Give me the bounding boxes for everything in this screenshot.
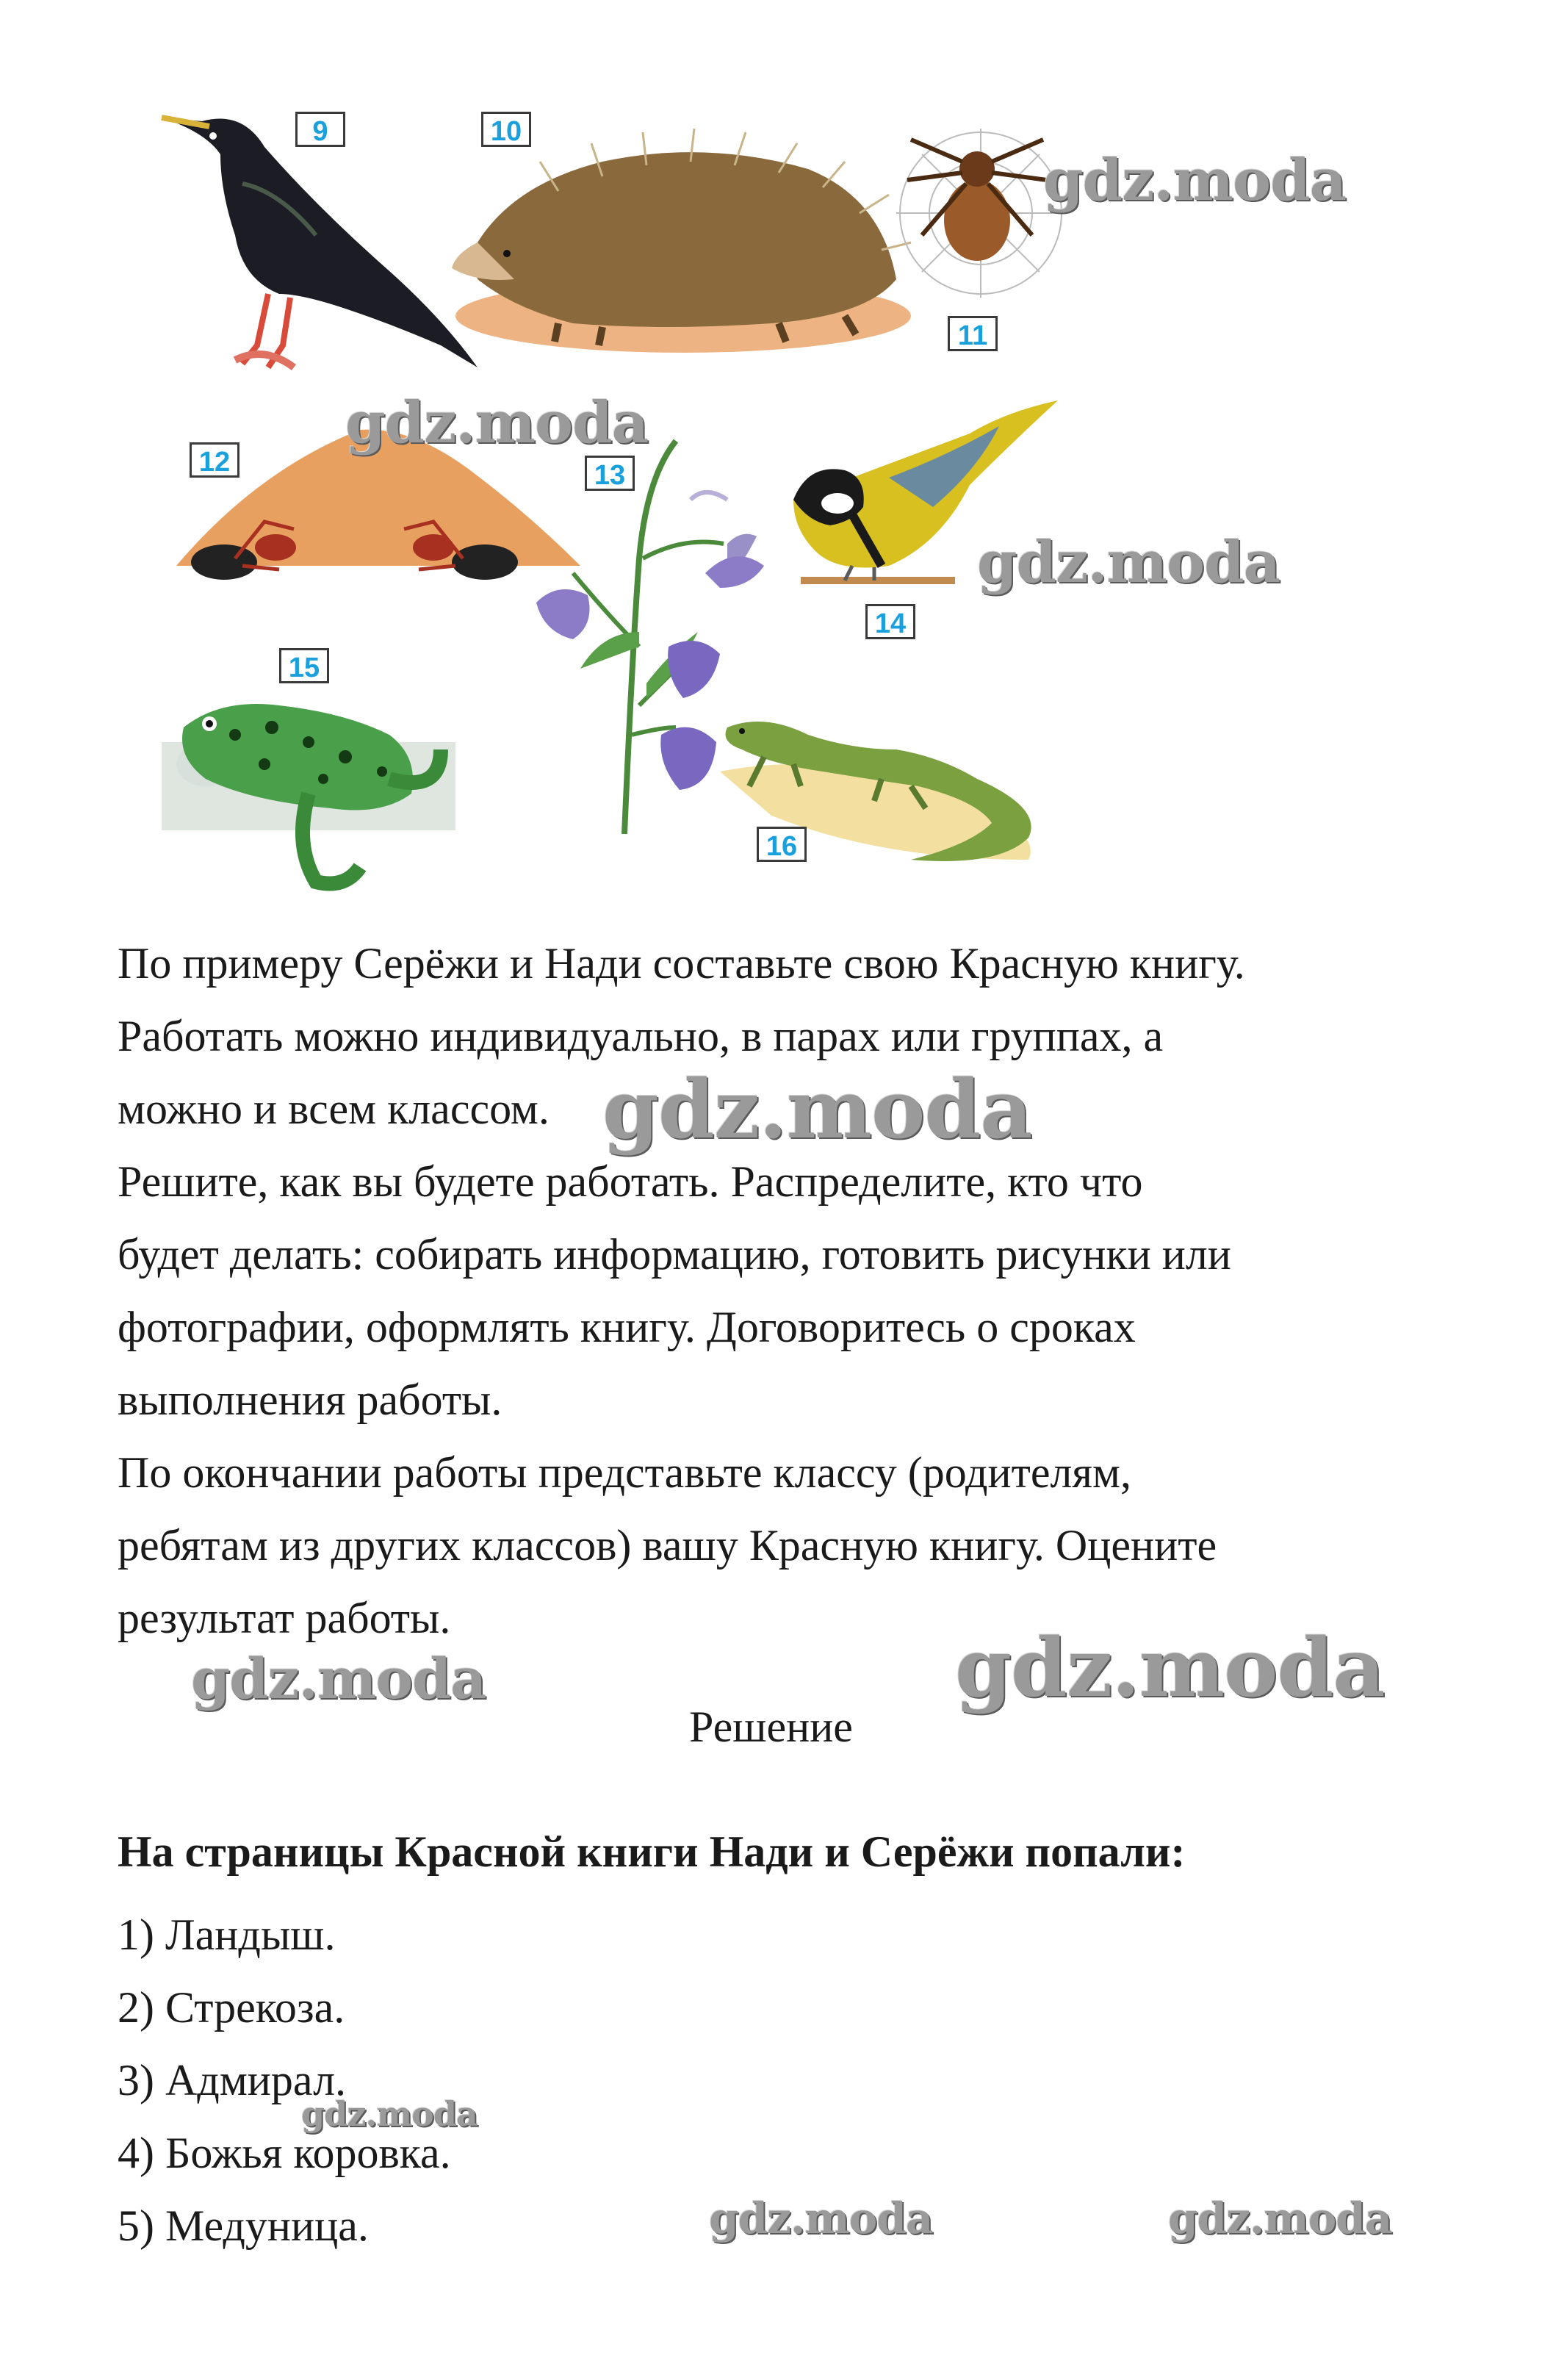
task-line: фотографии, оформлять книгу. Договоритесь о сроках — [118, 1303, 1136, 1351]
badge-9: 9 — [295, 112, 345, 147]
badge-15: 15 — [279, 648, 329, 683]
spider-illustration — [896, 129, 1065, 298]
badge-14: 14 — [865, 604, 915, 639]
solution-lead: На страницы Красной книги Нади и Серёжи попали: — [118, 1827, 1186, 1876]
list-item: 3) Адмирал. — [118, 2056, 347, 2104]
task-line: По примеру Серёжи и Нади составьте свою Красную книгу. — [118, 939, 1245, 988]
task-line: будет делать: собирать информацию, готовить рисунки или — [118, 1230, 1231, 1279]
watermark: gdz.moda — [301, 2094, 478, 2134]
task-line: Работать можно индивидуально, в парах или группах, а — [118, 1012, 1164, 1060]
task-line: ребятам из других классов) вашу Красную книгу. Оцените — [118, 1521, 1217, 1570]
watermark: gdz.moda — [977, 529, 1280, 596]
hedgehog-illustration — [452, 129, 911, 353]
task-line: результат работы. — [118, 1594, 451, 1642]
watermark: gdz.moda — [1168, 2193, 1392, 2243]
badge-16: 16 — [757, 827, 807, 862]
watermark: gdz.moda — [602, 1062, 1032, 1157]
watermark: gdz.moda — [955, 1620, 1385, 1715]
list-item: 2) Стрекоза. — [118, 1983, 345, 2032]
watermark: gdz.moda — [191, 1646, 486, 1711]
watermark: gdz.moda — [345, 389, 649, 456]
task-text — [118, 927, 1440, 1655]
badge-11: 11 — [948, 316, 998, 351]
watermark: gdz.moda — [709, 2193, 933, 2243]
task-line: выполнения работы. — [118, 1376, 502, 1424]
task-line: Решите, как вы будете работать. Распределите, кто что — [118, 1157, 1143, 1206]
starling-illustration — [162, 118, 478, 367]
list-item: 1) Ландыш. — [118, 1910, 336, 1959]
great-tit-illustration — [793, 400, 1058, 580]
watermark: gdz.moda — [1043, 147, 1347, 214]
frog-illustration — [162, 704, 455, 884]
task-line: По окончании работы представьте классу (родителям, — [118, 1448, 1131, 1497]
list-item: 5) Медуница. — [118, 2201, 369, 2250]
badge-13: 13 — [585, 456, 635, 491]
solution-heading: Решение — [689, 1703, 853, 1751]
answer-list — [118, 1899, 451, 2262]
badge-12: 12 — [190, 442, 239, 478]
task-line: можно и всем классом. — [118, 1085, 550, 1133]
badge-10: 10 — [481, 112, 531, 147]
list-item: 4) Божья коровка. — [118, 2129, 451, 2177]
